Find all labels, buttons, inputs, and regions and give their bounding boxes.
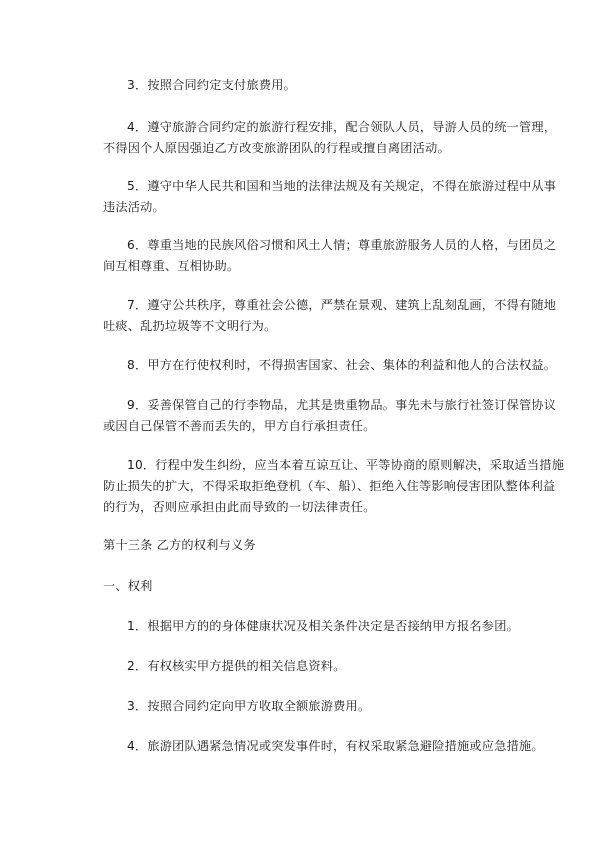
obligation-item-3 (103, 75, 523, 96)
section-heading: 一、权利 (103, 579, 153, 593)
paragraph-line: 1．根据甲方的的身体健康状况及相关条件决定是否接纳甲方报名参团。 (127, 619, 519, 633)
obligation-item-4 (103, 117, 557, 159)
paragraph-line: 3．按照合同约定支付旅费用。 (127, 78, 296, 92)
obligation-item-6 (103, 235, 557, 277)
obligation-item-5 (103, 176, 557, 218)
article-heading: 第十三条 乙方的权利与义务 (103, 538, 256, 552)
paragraph-line: 8．甲方在行使权利时，不得损害国家、社会、集体的利益和他人的合法权益。 (127, 358, 557, 372)
paragraph-line: 防止损失的扩大，不得采取拒绝登机（车、船）、拒绝入住等影响侵害团队整体利益 (103, 479, 556, 493)
paragraph-line: 9．妥善保管自己的行李物品，尤其是贵重物品。事先未与旅行社签订保管协议 (127, 398, 557, 412)
rights-item-4 (103, 736, 544, 757)
obligation-item-10 (103, 455, 565, 518)
paragraph-line: 10．行程中发生纠纷，应当本着互谅互让、平等协商的原则解决，采取适当措施 (127, 458, 565, 472)
paragraph-line: 违法活动。 (103, 200, 165, 214)
paragraph-line: 2．有权核实甲方提供的相关信息资料。 (127, 659, 346, 673)
paragraph-line: 4．遵守旅游合同约定的旅游行程安排，配合领队人员，导游人员的统一管理， (127, 120, 557, 134)
paragraph-line: 不得因个人原因强迫乙方改变旅游团队的行程或擅自离团活动。 (103, 141, 450, 155)
paragraph-line: 5．遵守中华人民共和国和当地的法律法规及有关规定，不得在旅游过程中从事 (127, 179, 557, 193)
paragraph-line: 吐痰、乱扔垃圾等不文明行为。 (103, 319, 277, 333)
rights-item-1 (103, 616, 523, 637)
paragraph-line: 的行为，否则应承担由此而导致的一切法律责任。 (103, 500, 376, 514)
obligation-item-8 (103, 355, 557, 376)
obligation-item-9 (103, 395, 557, 437)
rights-item-2 (103, 656, 523, 677)
obligation-item-7 (103, 295, 557, 337)
paragraph-line: 3．按照合同约定向甲方收取全额旅游费用。 (127, 699, 371, 713)
paragraph-line: 间互相尊重、互相协助。 (103, 259, 240, 273)
paragraph-line: 或因自己保管不善而丢失的，甲方自行承担责任。 (103, 419, 376, 433)
paragraph-line: 7．遵守公共秩序，尊重社会公德，严禁在景观、建筑上乱刻乱画，不得有随地 (127, 298, 557, 312)
rights-item-3 (103, 696, 523, 717)
paragraph-line: 6．尊重当地的民族风俗习惯和风土人情；尊重旅游服务人员的人格，与团员之 (127, 238, 557, 252)
paragraph-line: 4．旅游团队遇紧急情况或突发事件时，有权采取紧急避险措施或应急措施。 (127, 739, 544, 753)
